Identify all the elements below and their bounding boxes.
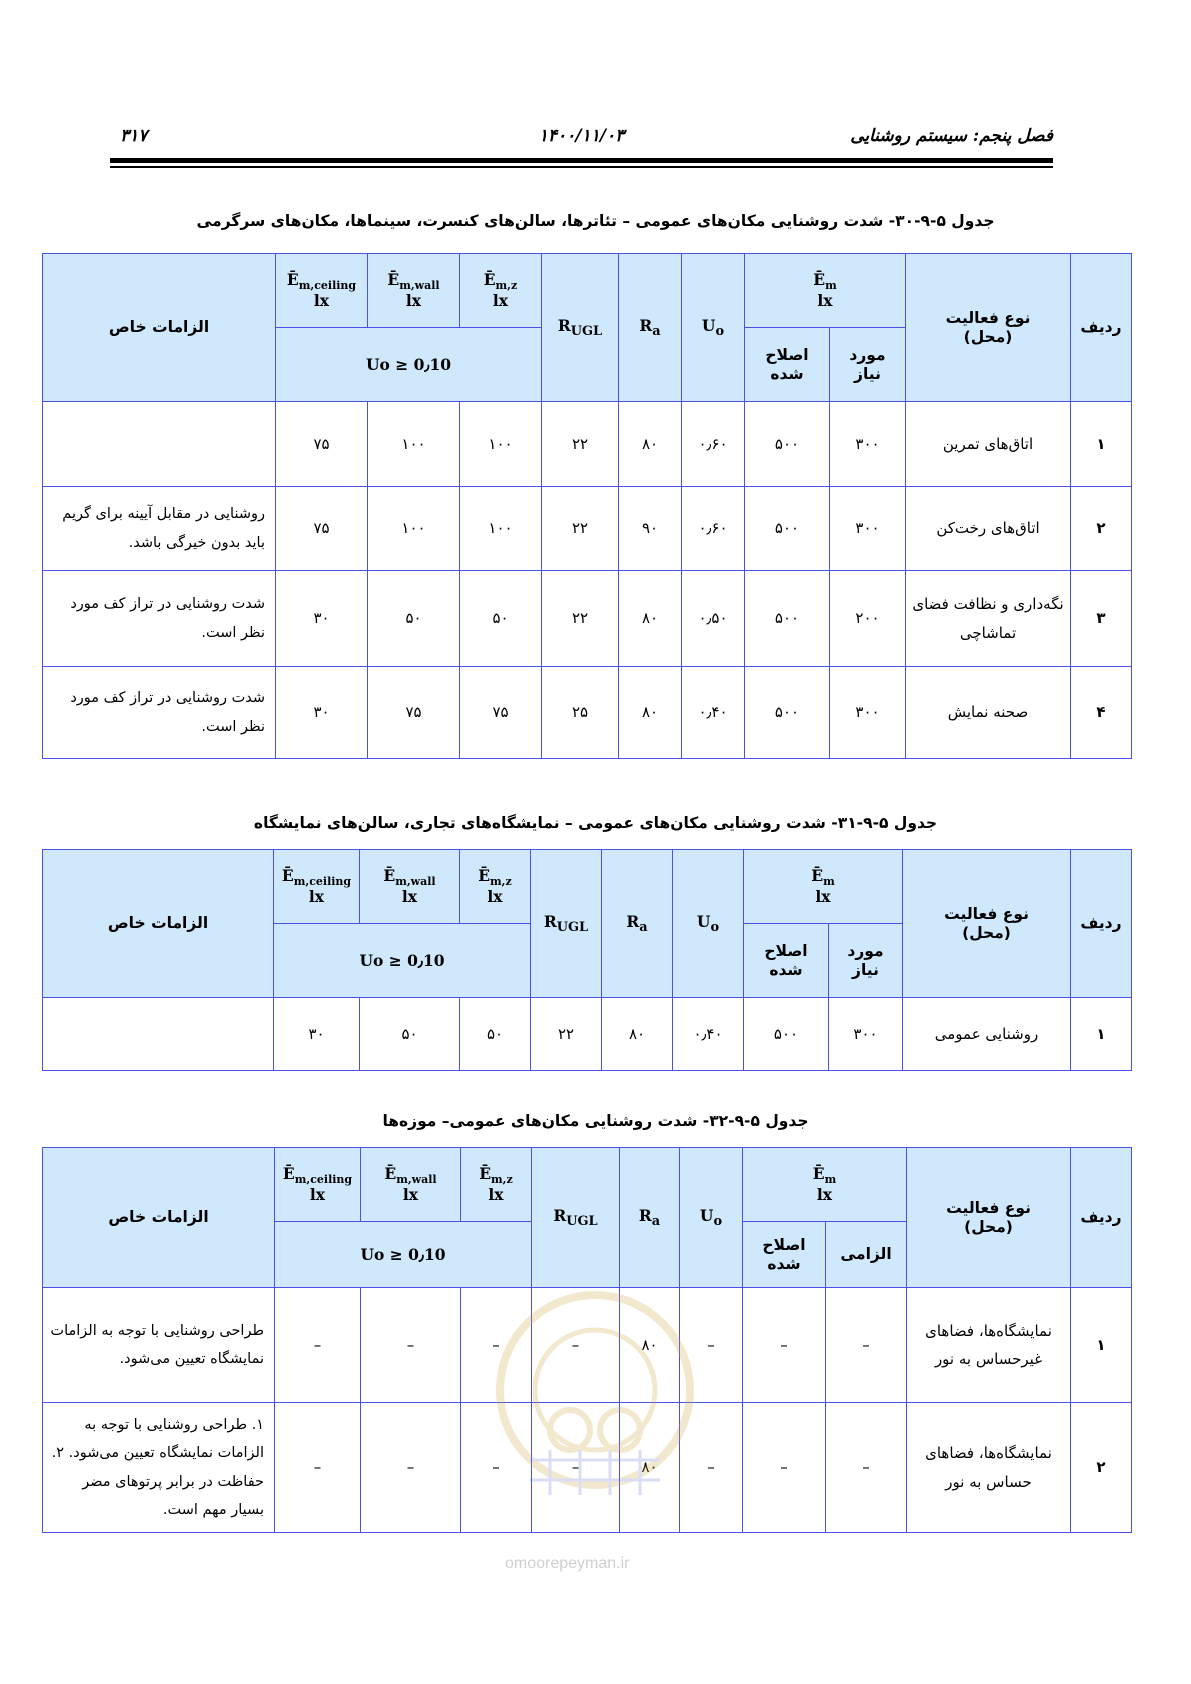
header-uo: $U_o$ bbox=[673, 850, 744, 998]
table-row bbox=[43, 571, 1132, 667]
header-radif: ردیف bbox=[1071, 1148, 1132, 1288]
requirements-cell: شدت روشنایی در تراز کف مورد نظر است. bbox=[43, 667, 276, 759]
requirements-cell: شدت روشنایی در تراز کف مورد نظر است. bbox=[43, 571, 276, 667]
ra-cell: ۸۰ bbox=[619, 402, 682, 487]
emwall-cell: ۵۰ bbox=[368, 571, 460, 667]
row-number: ۲ bbox=[1071, 1403, 1132, 1533]
emceiling-cell: ۷۵ bbox=[276, 487, 368, 571]
activity-cell: صحنه نمایش bbox=[906, 667, 1071, 759]
required-cell: – bbox=[826, 1288, 907, 1403]
required-cell: ۲۰۰ bbox=[830, 571, 906, 667]
header-corrected: اصلاح شده bbox=[745, 328, 830, 402]
header-date: ۱۴۰۰/۱۱/۰۳ bbox=[538, 126, 625, 146]
header-ra: $R_a$ bbox=[619, 254, 682, 402]
ra-cell: ۹۰ bbox=[619, 487, 682, 571]
activity-cell: اتاق‌های تمرین bbox=[906, 402, 1071, 487]
page-header bbox=[110, 118, 1053, 148]
header-ra: $R_a$ bbox=[602, 850, 673, 998]
header-em: $Ē_m$ lx bbox=[743, 1148, 907, 1222]
header-rule bbox=[110, 158, 1053, 163]
chapter-title: فصل پنجم: سیستم روشنایی bbox=[850, 126, 1053, 146]
emceiling-cell: ۳۰ bbox=[276, 667, 368, 759]
header-uo-condition: Uo ≥ 0٫10 bbox=[276, 328, 542, 402]
header-em: $Ē_m$ lx bbox=[744, 850, 903, 924]
watermark-logo bbox=[490, 1280, 700, 1530]
emz-cell: ۱۰۰ bbox=[460, 487, 542, 571]
corrected-cell: – bbox=[743, 1403, 826, 1533]
row-number: ۲ bbox=[1071, 487, 1132, 571]
header-required: مورد نیاز bbox=[830, 328, 906, 402]
header-requirements: الزامات خاص bbox=[43, 850, 274, 998]
ra-cell: ۸۰ bbox=[620, 1403, 680, 1533]
table-row bbox=[43, 667, 1132, 759]
uo-cell: ۰٫۵۰ bbox=[682, 571, 745, 667]
table-caption: جدول ۵-۹-۳۲- شدت روشنایی مکان‌های عمومی– موزه‌ها bbox=[382, 1112, 809, 1130]
header-required: مورد نیاز bbox=[829, 924, 903, 998]
table-caption: جدول ۵-۹-۳۰- شدت روشنایی مکان‌های عمومی – تئاترها، سالن‌های کنسرت، سینماها، مکان‌های سرگرمی bbox=[196, 212, 995, 230]
header-emz: $Ē_{m,z}$ lx bbox=[460, 850, 531, 924]
rugl-cell: – bbox=[532, 1288, 620, 1403]
header-emwall: $Ē_{m,wall}$ lx bbox=[360, 850, 460, 924]
rugl-cell: ۲۲ bbox=[542, 487, 619, 571]
header-rugl: $R_{UGL}$ bbox=[532, 1148, 620, 1288]
lighting-table bbox=[42, 849, 1132, 1071]
row-number: ۳ bbox=[1071, 571, 1132, 667]
ra-cell: ۸۰ bbox=[620, 1288, 680, 1403]
requirements-cell bbox=[43, 402, 276, 487]
emwall-cell: – bbox=[361, 1288, 461, 1403]
rugl-cell: – bbox=[532, 1403, 620, 1533]
required-cell: ۳۰۰ bbox=[830, 402, 906, 487]
header-uo-condition: Uo ≥ 0٫10 bbox=[274, 924, 531, 998]
header-radif: ردیف bbox=[1071, 850, 1132, 998]
row-number: ۴ bbox=[1071, 667, 1132, 759]
requirements-cell: ۱. طراحی روشنایی با توجه به الزامات نمایشگاه تعیین می‌شود. ۲. حفاظت در برابر پرتوهای مضر بسیار مهم است. bbox=[43, 1403, 275, 1533]
ra-cell: ۸۰ bbox=[602, 998, 673, 1071]
required-cell: ۳۰۰ bbox=[830, 667, 906, 759]
header-uo: $U_o$ bbox=[680, 1148, 743, 1288]
activity-cell: روشنایی عمومی bbox=[903, 998, 1071, 1071]
header-em: $Ē_m$ lx bbox=[745, 254, 906, 328]
header-rule-thin bbox=[110, 166, 1053, 168]
header-emz: $Ē_{m,z}$ lx bbox=[461, 1148, 532, 1222]
emwall-cell: ۷۵ bbox=[368, 667, 460, 759]
rugl-cell: ۲۲ bbox=[531, 998, 602, 1071]
ra-cell: ۸۰ bbox=[619, 571, 682, 667]
requirements-cell bbox=[43, 998, 274, 1071]
requirements-cell: روشنایی در مقابل آیینه برای گریم باید بدون خیرگی باشد. bbox=[43, 487, 276, 571]
header-emceiling: $Ē_{m,ceiling}$ lx bbox=[276, 254, 368, 328]
uo-cell: – bbox=[680, 1288, 743, 1403]
rugl-cell: ۲۵ bbox=[542, 667, 619, 759]
header-radif: ردیف bbox=[1071, 254, 1132, 402]
emwall-cell: ۵۰ bbox=[360, 998, 460, 1071]
corrected-cell: – bbox=[743, 1288, 826, 1403]
lighting-table bbox=[42, 253, 1132, 759]
header-corrected: اصلاح شده bbox=[743, 1222, 826, 1288]
emwall-cell: ۱۰۰ bbox=[368, 487, 460, 571]
row-number: ۱ bbox=[1071, 1288, 1132, 1403]
emz-cell: – bbox=[461, 1288, 532, 1403]
table-row bbox=[43, 998, 1132, 1071]
uo-cell: ۰٫۴۰ bbox=[673, 998, 744, 1071]
header-rugl: $R_{UGL}$ bbox=[542, 254, 619, 402]
emz-cell: ۵۰ bbox=[460, 571, 542, 667]
emz-cell: ۱۰۰ bbox=[460, 402, 542, 487]
emceiling-cell: – bbox=[275, 1403, 361, 1533]
header-emwall: $Ē_{m,wall}$ lx bbox=[368, 254, 460, 328]
activity-cell: نمایشگاه‌ها، فضاهای غیرحساس به نور bbox=[907, 1288, 1071, 1403]
emceiling-cell: – bbox=[275, 1288, 361, 1403]
header-emwall: $Ē_{m,wall}$ lx bbox=[361, 1148, 461, 1222]
header-ra: $R_a$ bbox=[620, 1148, 680, 1288]
emz-cell: – bbox=[461, 1403, 532, 1533]
header-rugl: $R_{UGL}$ bbox=[531, 850, 602, 998]
header-uo-condition: Uo ≥ 0٫10 bbox=[275, 1222, 532, 1288]
page-number: ۳۱۷ bbox=[120, 126, 148, 146]
uo-cell: ۰٫۶۰ bbox=[682, 487, 745, 571]
uo-cell: ۰٫۶۰ bbox=[682, 402, 745, 487]
activity-cell: اتاق‌های رخت‌کن bbox=[906, 487, 1071, 571]
row-number: ۱ bbox=[1071, 998, 1132, 1071]
corrected-cell: ۵۰۰ bbox=[745, 487, 830, 571]
corrected-cell: ۵۰۰ bbox=[745, 571, 830, 667]
uo-cell: – bbox=[680, 1403, 743, 1533]
corrected-cell: ۵۰۰ bbox=[744, 998, 829, 1071]
table-row bbox=[43, 402, 1132, 487]
emz-cell: ۷۵ bbox=[460, 667, 542, 759]
rugl-cell: ۲۲ bbox=[542, 402, 619, 487]
required-cell: ۳۰۰ bbox=[829, 998, 903, 1071]
table-row bbox=[43, 487, 1132, 571]
table-caption: جدول ۵-۹-۳۱- شدت روشنایی مکان‌های عمومی – نمایشگاه‌های تجاری، سالن‌های نمایشگاه bbox=[253, 814, 938, 832]
header-activity: نوع فعالیت (محل) bbox=[906, 254, 1071, 402]
header-activity: نوع فعالیت (محل) bbox=[907, 1148, 1071, 1288]
required-cell: ۳۰۰ bbox=[830, 487, 906, 571]
header-emceiling: $Ē_{m,ceiling}$ lx bbox=[275, 1148, 361, 1222]
required-cell: – bbox=[826, 1403, 907, 1533]
header-uo: $U_o$ bbox=[682, 254, 745, 402]
header-requirements: الزامات خاص bbox=[43, 254, 276, 402]
ra-cell: ۸۰ bbox=[619, 667, 682, 759]
header-mandatory: الزامی bbox=[826, 1222, 907, 1288]
corrected-cell: ۵۰۰ bbox=[745, 667, 830, 759]
header-requirements: الزامات خاص bbox=[43, 1148, 275, 1288]
emceiling-cell: ۷۵ bbox=[276, 402, 368, 487]
uo-cell: ۰٫۴۰ bbox=[682, 667, 745, 759]
activity-cell: نمایشگاه‌ها، فضاهای حساس به نور bbox=[907, 1403, 1071, 1533]
header-activity: نوع فعالیت (محل) bbox=[903, 850, 1071, 998]
emz-cell: ۵۰ bbox=[460, 998, 531, 1071]
emceiling-cell: ۳۰ bbox=[274, 998, 360, 1071]
requirements-cell: طراحی روشنایی با توجه به الزامات نمایشگاه تعیین می‌شود. bbox=[43, 1288, 275, 1403]
rugl-cell: ۲۲ bbox=[542, 571, 619, 667]
header-corrected: اصلاح شده bbox=[744, 924, 829, 998]
watermark-text: omoorepeyman.ir bbox=[505, 1555, 630, 1572]
row-number: ۱ bbox=[1071, 402, 1132, 487]
header-emz: $Ē_{m,z}$ lx bbox=[460, 254, 542, 328]
emwall-cell: – bbox=[361, 1403, 461, 1533]
activity-cell: نگه‌داری و نظافت فضای تماشاچی bbox=[906, 571, 1071, 667]
emwall-cell: ۱۰۰ bbox=[368, 402, 460, 487]
header-emceiling: $Ē_{m,ceiling}$ lx bbox=[274, 850, 360, 924]
corrected-cell: ۵۰۰ bbox=[745, 402, 830, 487]
emceiling-cell: ۳۰ bbox=[276, 571, 368, 667]
